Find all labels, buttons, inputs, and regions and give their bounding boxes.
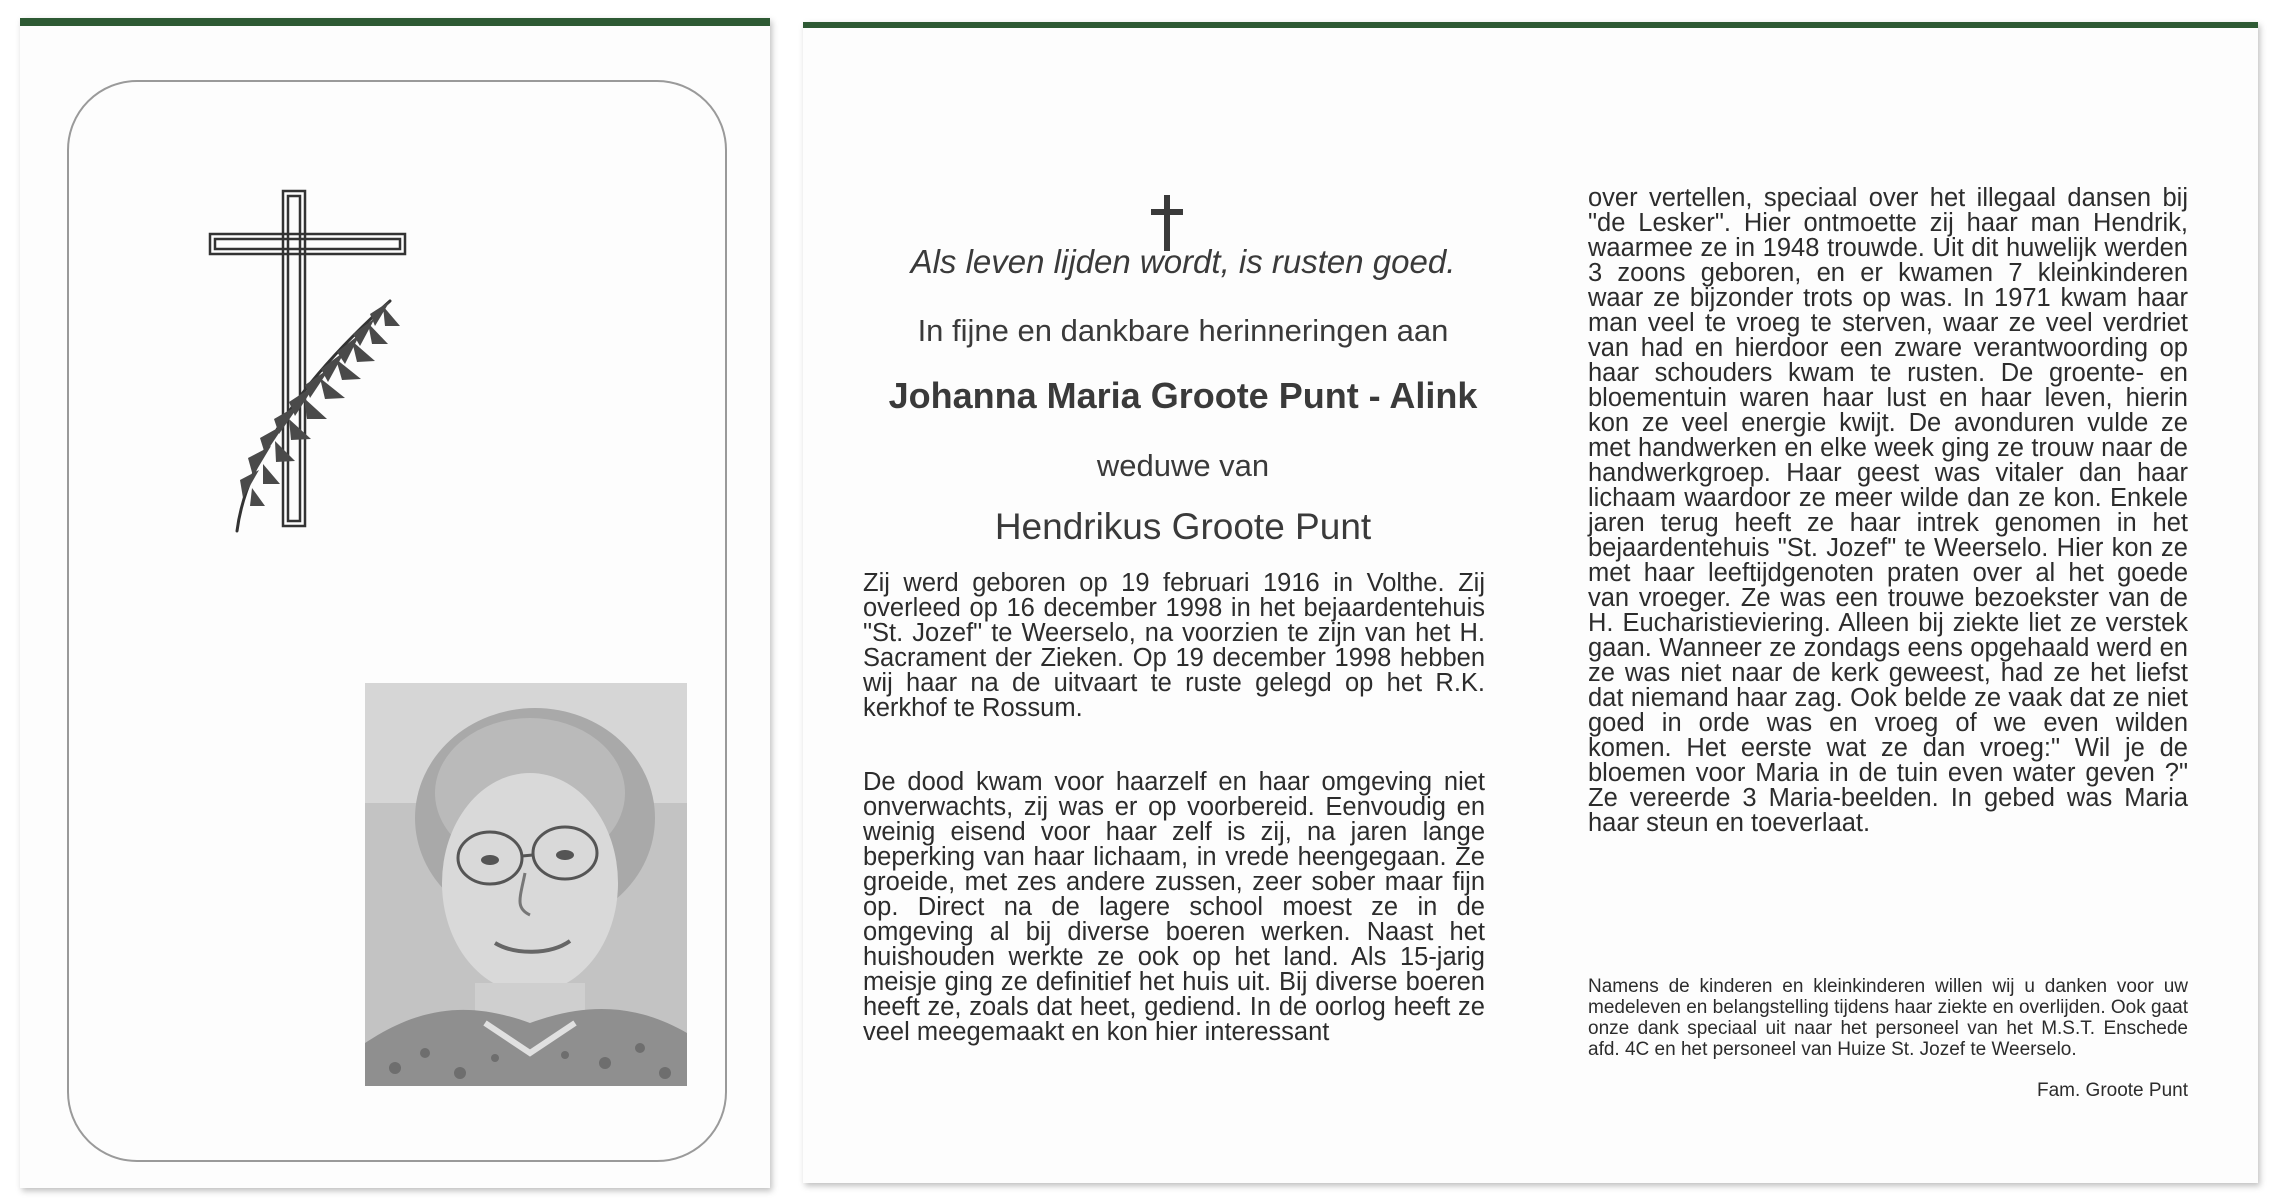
family-signature: Fam. Groote Punt xyxy=(2036,1080,2188,1101)
cross-with-palm-icon xyxy=(185,186,435,536)
widow-of-label: weduwe van xyxy=(1096,448,1270,483)
paragraph-birth-death: Zij werd geboren op 19 februari 1916 in Volthe. Zij overleed op 16 december 1998 in het bejaardentehuis "St. Jozef" te Weerselo, na voorzien te zijn van het H. Sacrament der Zieken. Op 19 december 1998 hebben wij haar na de uitvaart te ruste gelegd op het R.K. kerkhof te Rossum. xyxy=(863,569,1485,722)
deceased-name: Johanna Maria Groote Punt - Alink xyxy=(888,375,1478,416)
thanks-note: Namens de kinderen en kleinkinderen willen wij u danken voor uw medeleven en belangstelling tijdens haar ziekte en overlijden. Ook gaat onze dank speciaal uit naar het personeel van het M.S.T. Enschede afd. 4C en het personeel van Huize St. Jozef te Weerselo. xyxy=(1588,976,2188,1060)
paragraph-life-story-continued: over vertellen, speciaal over het illegaal dansen bij "de Lesker". Hier ontmoette zij haar man Hendrik, waarmee ze in 1948 trouwde. Uit dit huwelijk werden 3 zoons geboren, en er kwamen 7 kleinkinderen waar ze bijzonder trots op was. In 1971 kwam haar man veel te vroeg te sterven, waar ze veel verdriet van had en hierdoor een zware verantwoording op haar schouders kwam te rusten. De groente- en bloementuin waren haar lust en haar leven, hierin kon ze veel energie kwijt. De avonduren vulde ze met handwerken en elke week ging ze trouw naar de handwerkgroep. Haar geest was vitaler dan haar lichaam waardoor ze meer wilde dan ze kon. Enkele jaren terug heeft ze haar intrek genomen in het bejaardentehuis "St. Jozef" te Weerselo. Hier kon ze met haar leeftijdgenoten praten over al het goede van vroeger. Ze was een trouwe bezoekster van de H. Eucharistieviering. Alleen bij ziekte liet ze verstek gaan. Wanneer ze zondags eens opgehaald werd en ze was niet naar de kerk geweest, had ze het liefst dat niemand haar zag. Ook belde ze vaak dat ze niet goed in orde was en vroeg of we even wilden komen. Het eerste wat ze dan vroeg:" Wil je de bloemen voor Maria in de tuin even water geven ?" Ze vereerde 3 Maria-beelden. In gebed was Maria haar steun en toeverlaat. xyxy=(1588,184,2188,837)
left-card xyxy=(20,18,770,1188)
portrait-photo xyxy=(365,683,687,1086)
spouse-name: Hendrikus Groote Punt xyxy=(994,506,1372,547)
motto: Als leven lijden wordt, is rusten goed. xyxy=(910,243,1456,280)
intro-line: In fijne en dankbare herinneringen aan xyxy=(917,313,1449,348)
paragraph-life-story: De dood kwam voor haarzelf en haar omgeving niet onverwachts, zij was er op voorbereid. Eenvoudig en weinig eisend voor haar zelf is zij, na jaren lange beperking van haar lichaam, in vrede heengegaan. Ze groeide, met zes andere zussen, zeer sober maar fijn op. Direct na de lagere school moest ze in de omgeving al bij diverse boeren werken. Naast het huishouden werkte ze ook op het land. Als 15-jarig meisje ging ze definitief het huis uit. Bij diverse boeren heeft ze, zoals dat heet, gediend. In de oorlog heeft ze veel meegemaakt en kon hier interessant xyxy=(863,768,1485,1046)
right-card xyxy=(803,22,2258,1183)
